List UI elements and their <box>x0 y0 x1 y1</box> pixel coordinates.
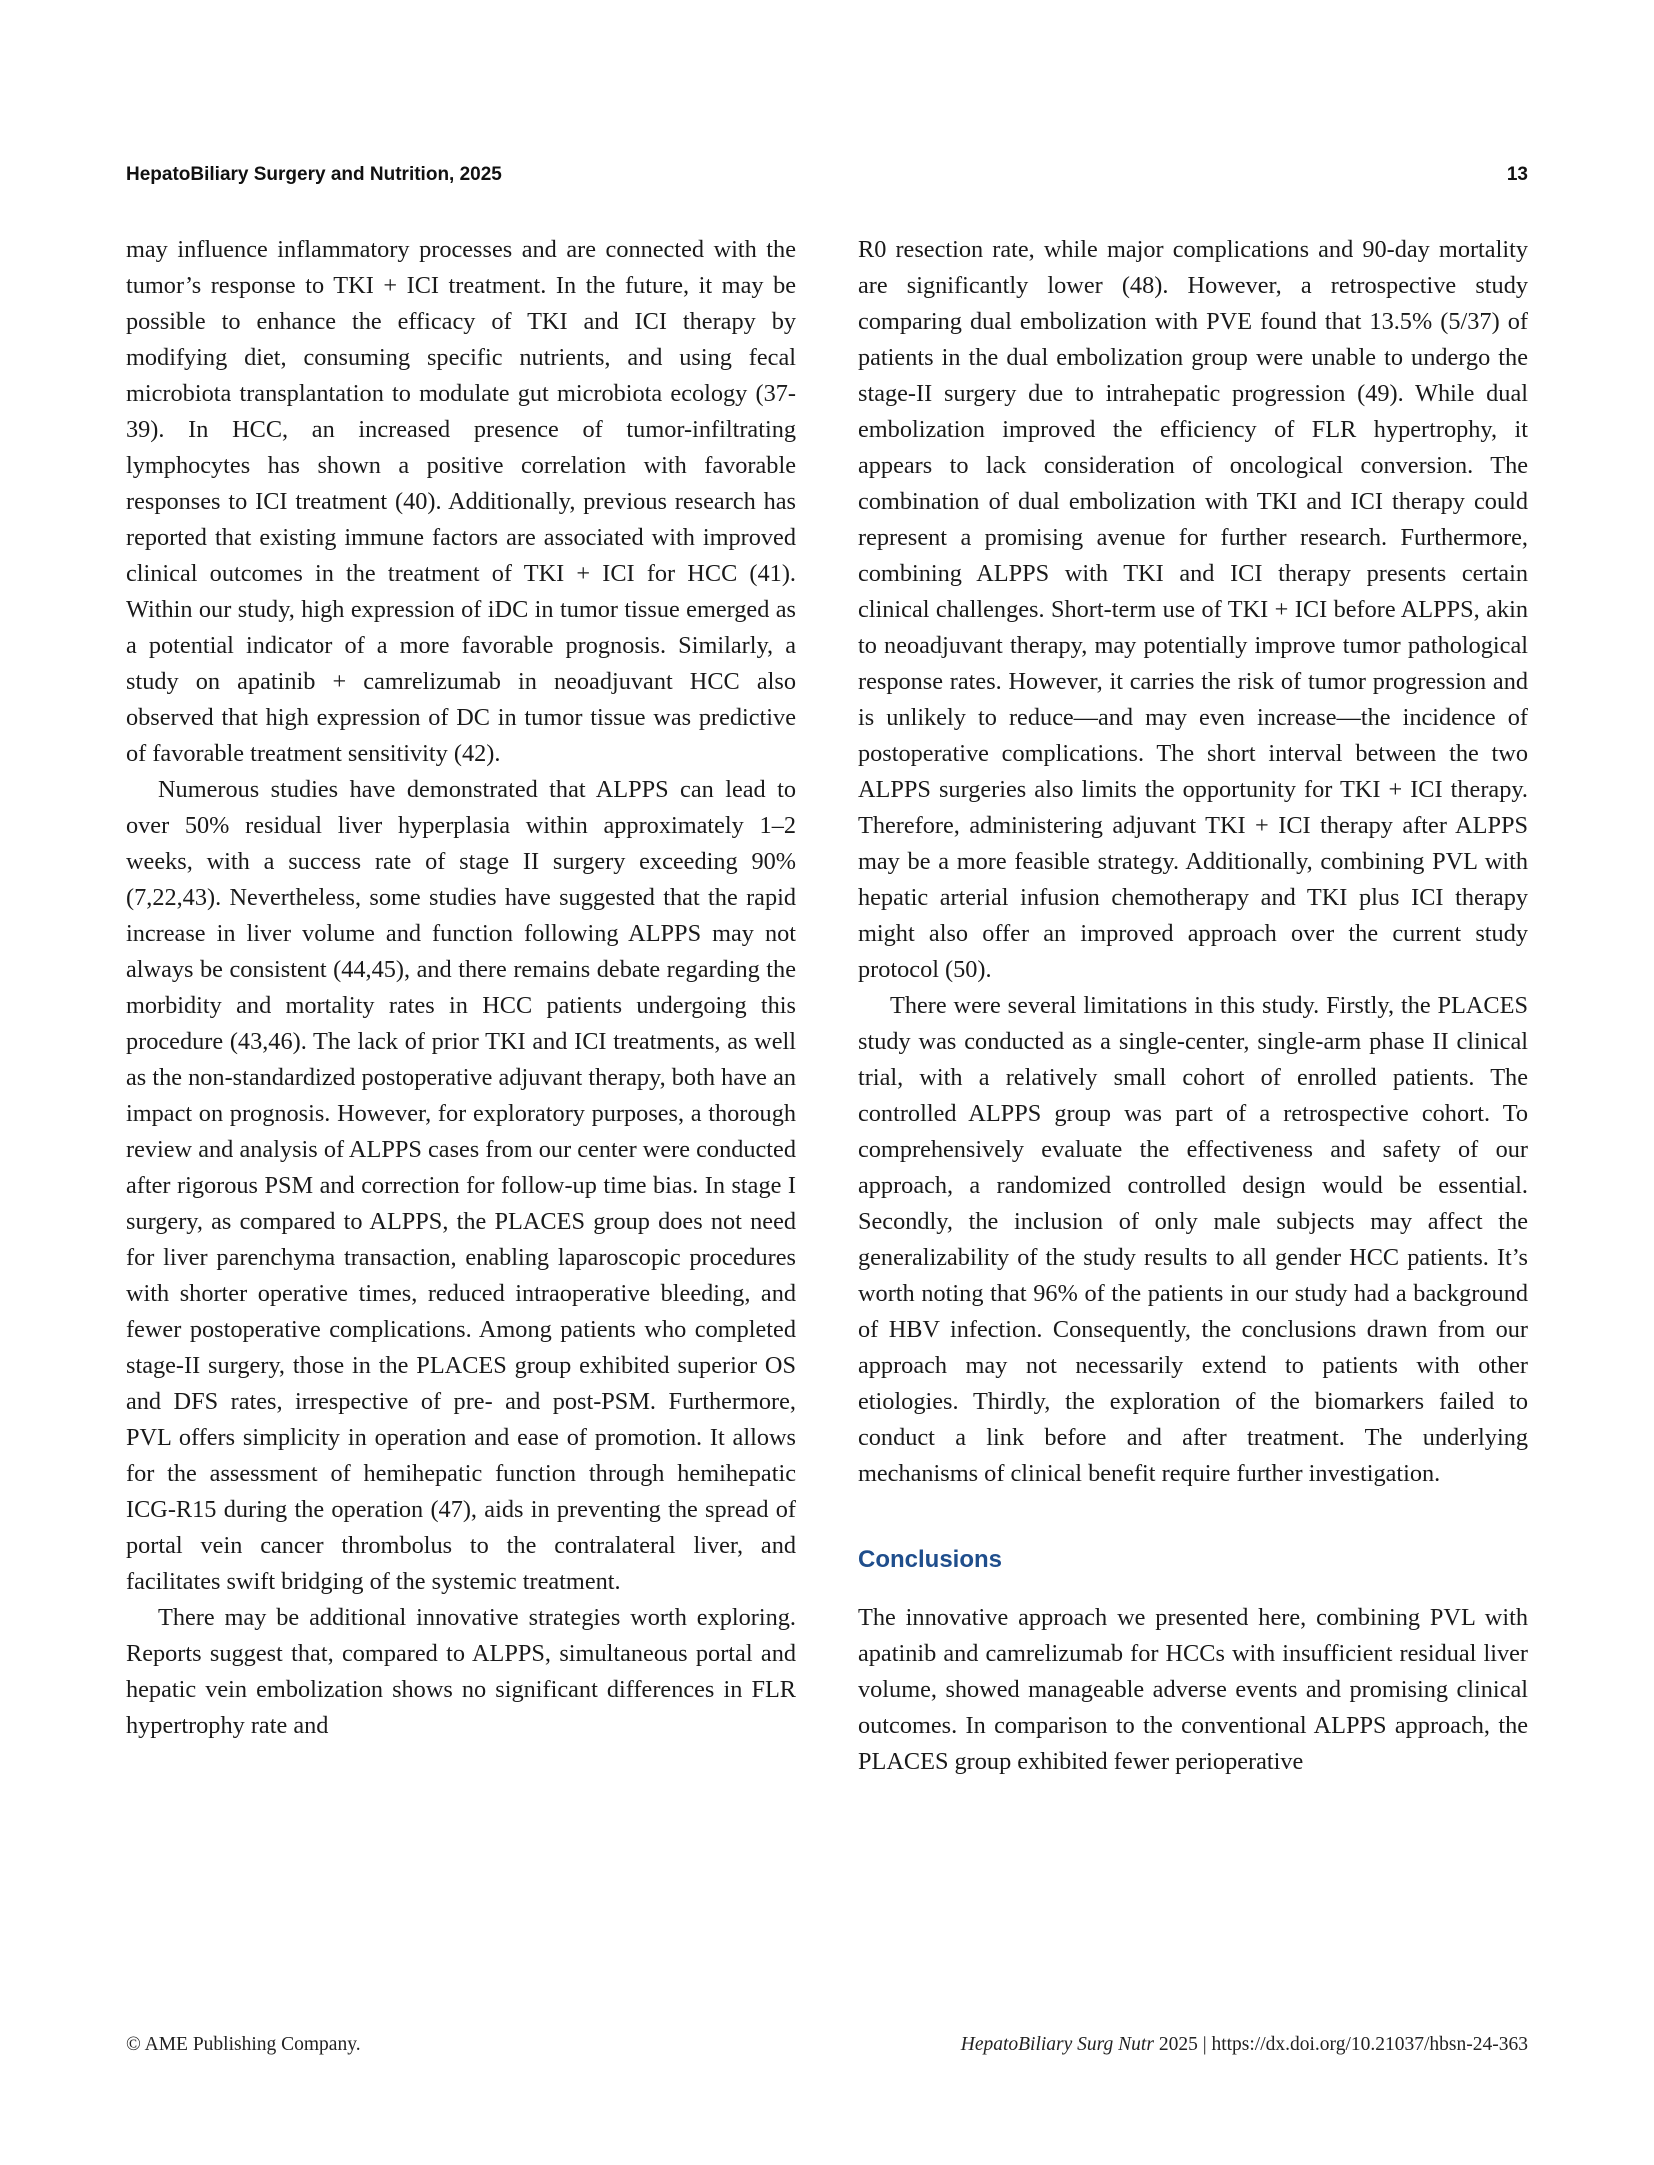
section-heading-conclusions: Conclusions <box>858 1546 1003 1573</box>
page-number: 13 <box>1506 164 1528 185</box>
journal-abbreviation: HepatoBiliary Surg Nutr <box>960 2034 1154 2055</box>
copyright-notice: © AME Publishing Company. <box>126 2034 361 2055</box>
body-paragraph: may influence inflammatory processes and are connected with the tumor’s response to TKI + ICI treatment. In the future, it may be possible to enhance the efficacy of TKI and ICI therapy by modifying diet, consuming specific nutrients, and using fecal microbiota transplantation to modulate gut microbiota ecology (37-39). In HCC, an increased presence of tumor-infiltrating lymphocytes has shown a positive correlation with favorable responses to ICI treatment (40). Additionally, previous research has reported that existing immune factors are associated with improved clinical outcomes in the treatment of TKI + ICI for HCC (41). Within our study, high expression of iDC in tumor tissue emerged as a potential indicator of a more favorable prognosis. Similarly, a study on apatinib + camrelizumab in neoadjuvant HCC also observed that high expression of DC in tumor tissue was predictive of favorable treatment sensitivity (42). <box>126 236 796 767</box>
body-paragraph: There may be additional innovative strategies worth exploring. Reports suggest that, compared to ALPPS, simultaneous portal and hepatic vein embolization shows no significant differences in FLR hypertrophy rate and <box>126 1604 796 1739</box>
page-footer <box>126 2034 1528 2056</box>
body-paragraph: Numerous studies have demonstrated that ALPPS can lead to over 50% residual liver hyperplasia within approximately 1–2 weeks, with a success rate of stage II surgery exceeding 90% (7,22,43). Nevertheless, some studies have suggested that the rapid increase in liver volume and function following ALPPS may not always be consistent (44,45), and there remains debate regarding the morbidity and mortality rates in HCC patients undergoing this procedure (43,46). The lack of prior TKI and ICI treatments, as well as the non-standardized postoperative adjuvant therapy, both have an impact on prognosis. However, for exploratory purposes, a thorough review and analysis of ALPPS cases from our center were conducted after rigorous PSM and correction for follow-up time bias. In stage I surgery, as compared to ALPPS, the PLACES group does not need for liver parenchyma transaction, enabling laparoscopic procedures with shorter operative times, reduced intraoperative bleeding, and fewer postoperative complications. Among patients who completed stage-II surgery, those in the PLACES group exhibited superior OS and DFS rates, irrespective of pre- and post-PSM. Furthermore, PVL offers simplicity in operation and ease of promotion. It allows for the assessment of hemihepatic function through hemihepatic ICG-R15 during the operation (47), aids in preventing the spread of portal vein cancer thrombolus to the contralateral liver, and facilitates swift bridging of the systemic treatment. <box>126 776 796 1595</box>
body-paragraph: R0 resection rate, while major complications and 90-day mortality are significantly lower (48). However, a retrospective study comparing dual embolization with PVE found that 13.5% (5/37) of patients in the dual embolization group were unable to undergo the stage-II surgery due to intrahepatic progression (49). While dual embolization improved the efficiency of FLR hypertrophy, it appears to lack consideration of oncological conversion. The combination of dual embolization with TKI and ICI therapy could represent a promising avenue for further research. Furthermore, combining ALPPS with TKI and ICI therapy presents certain clinical challenges. Short-term use of TKI + ICI before ALPPS, akin to neoadjuvant therapy, may potentially improve tumor pathological response rates. However, it carries the risk of tumor progression and is unlikely to reduce—and may even increase—the incidence of postoperative complications. The short interval between the two ALPPS surgeries also limits the opportunity for TKI + ICI therapy. Therefore, administering adjuvant TKI + ICI therapy after ALPPS may be a more feasible strategy. Additionally, combining PVL with hepatic arterial infusion chemotherapy and TKI plus ICI therapy might also offer an improved approach over the current study protocol (50). <box>858 236 1528 983</box>
conclusion-paragraph: The innovative approach we presented here, combining PVL with apatinib and camrelizumab for HCCs with insufficient residual liver volume, showed manageable adverse events and promising clinical outcomes. In comparison to the conventional ALPPS approach, the PLACES group exhibited fewer perioperative <box>858 1604 1528 1775</box>
right-column <box>858 232 1528 1780</box>
left-column <box>126 232 796 1744</box>
journal-title: HepatoBiliary Surgery and Nutrition, 2025 <box>126 164 502 185</box>
body-paragraph: There were several limitations in this study. Firstly, the PLACES study was conducted as a single-center, single-arm phase II clinical trial, with a relatively small cohort of enrolled patients. The controlled ALPPS group was part of a retrospective cohort. To comprehensively evaluate the effectiveness and safety of our approach, a randomized controlled design would be essential. Secondly, the inclusion of only male subjects may affect the generalizability of the study results to all gender HCC patients. It’s worth noting that 96% of the patients in our study had a background of HBV infection. Consequently, the conclusions drawn from our approach may not necessarily extend to patients with other etiologies. Thirdly, the exploration of the biomarkers failed to conduct a link before and after treatment. The underlying mechanisms of clinical benefit require further investigation. <box>858 992 1528 1487</box>
running-head <box>126 164 1528 186</box>
citation-line <box>961 2034 1528 2056</box>
doi-text: 2025 | https://dx.doi.org/10.21037/hbsn-24-363 <box>1153 2034 1528 2055</box>
